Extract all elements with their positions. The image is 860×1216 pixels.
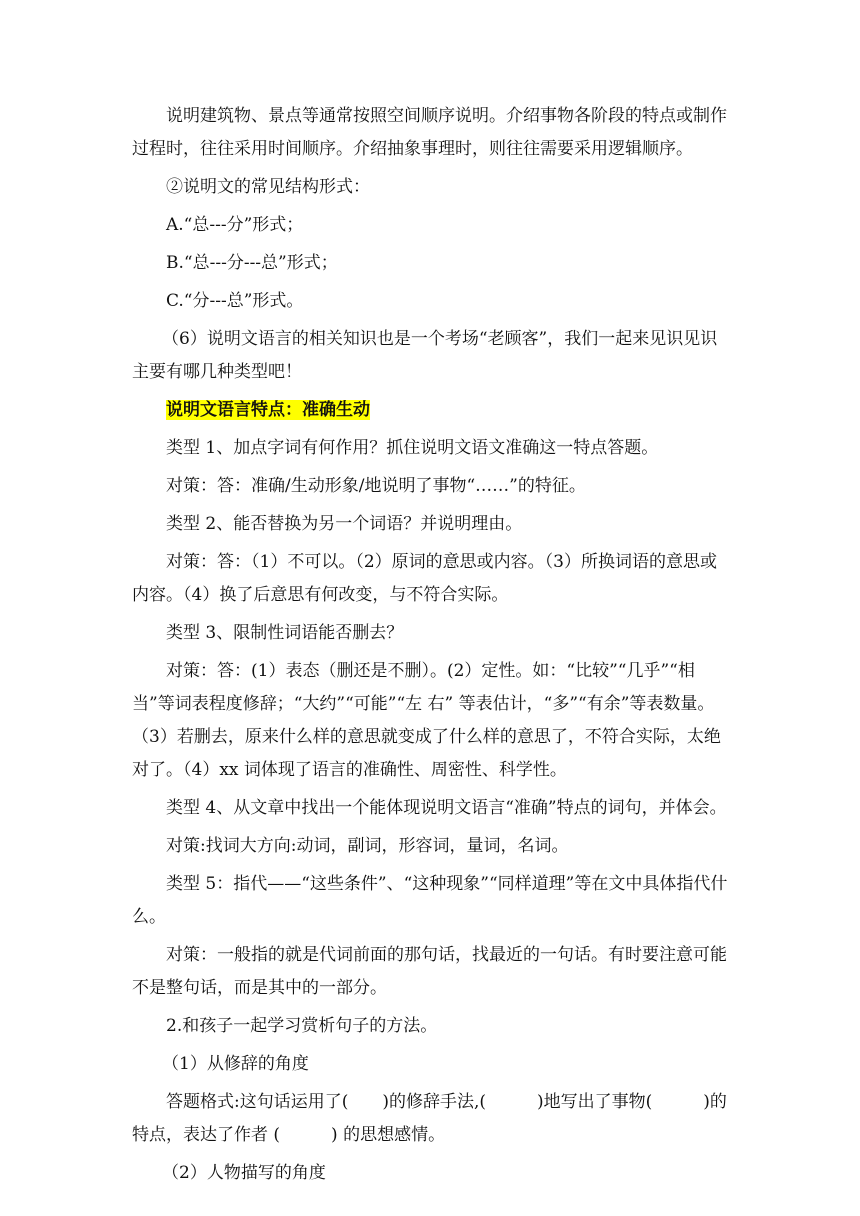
- paragraph-spatial-order: 说明建筑物、景点等通常按照空间顺序说明。介绍事物各阶段的特点或制作过程时，往往采用时间顺序。介绍抽象事理时，则往往需要采用逻辑顺序。: [132, 106, 727, 159]
- paragraph-strategy-1: 对策：答：准确/生动形象/地说明了事物“……”的特征。: [166, 476, 586, 496]
- paragraph-type-2: 类型 2、能否替换为另一个词语？并说明理由。: [166, 514, 523, 534]
- document-page: [132, 100, 730, 1195]
- paragraph-strategy-3: 对策：答：(1）表态（删还是不删）。(2）定性。如：“比较”“几乎”“相当”等词表程度修辞；“大约”“可能”“左 右” 等表估计，“多”“有余”等表数量。（3）若删去，原来什么样的意思就变成了什么样的意思了，不符合实际，太绝对了。（4）xx 词体现了语言的准确性、周密性、科学性。: [132, 661, 721, 780]
- paragraph-type-3: 类型 3、限制性词语能否删去？: [166, 623, 404, 643]
- paragraph-structure-a: A.“总---分”形式；: [166, 215, 304, 235]
- paragraph-strategy-2: 对策：答：（1）不可以。（2）原词的意思或内容。（3）所换词语的意思或内容。（4）换了后意思有何改变，与不符合实际。: [132, 552, 717, 605]
- paragraph-rhetoric-angle: （1）从修辞的角度: [162, 1054, 309, 1074]
- paragraph-strategy-4: 对策:找词大方向:动词，副词，形容词，量词，名词。: [166, 836, 569, 856]
- paragraph-structure-c: C.“分---总”形式。: [166, 291, 304, 311]
- paragraph-language-feature-heading: [132, 394, 730, 427]
- paragraph-type-4: 类型 4、从文章中找出一个能体现说明文语言“准确”特点的词句，并体会。: [166, 798, 727, 818]
- paragraph-type-1: 类型 1、加点字词有何作用？抓住说明文语文准确这一特点答题。: [166, 438, 659, 458]
- paragraph-type-5: 类型 5：指代——“这些条件”、“这种现象”“同样道理”等在文中具体指代什么。: [132, 874, 728, 927]
- paragraph-structure-heading: ②说明文的常见结构形式：: [166, 177, 370, 197]
- highlighted-heading: 说明文语言特点：准确生动: [166, 400, 370, 420]
- paragraph-language-intro: （6）说明文语言的相关知识也是一个考场“老顾客”，我们一起来见识见识主要有哪几种类型吧！: [132, 329, 718, 382]
- paragraph-strategy-5: 对策：一般指的就是代词前面的那句话，找最近的一句话。有时要注意可能不是整句话，而是其中的一部分。: [132, 945, 727, 998]
- paragraph-answer-format: 答题格式:这句话运用了( )的修辞手法,( )地写出了事物( )的特点，表达了作者 ( ) 的思想感情。: [132, 1092, 727, 1145]
- paragraph-character-angle: （2）人物描写的角度: [162, 1163, 326, 1183]
- paragraph-structure-b: B.“总---分---总”形式；: [166, 253, 338, 273]
- paragraph-section-2: 2.和孩子一起学习赏析句子的方法。: [166, 1016, 438, 1036]
